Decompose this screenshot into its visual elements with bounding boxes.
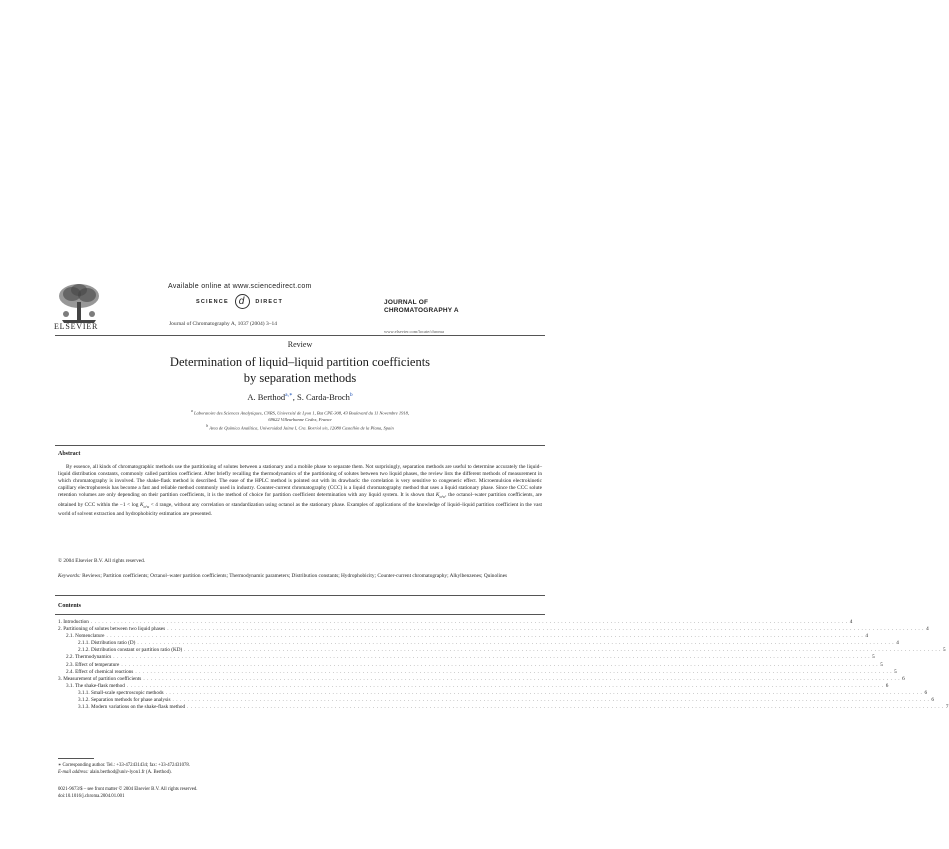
toc-leader-dots: . . . . . . . . . . . . . . . . . . . . . . . . . . . . . . . . . . . . . . . . . . . . . . . . . . . . . . . . . . . . . . . . . . . . . . . . . . . . . . . . . . . . . . . . . . . . . . . . . . . . . . . . . . . . . . . . . . . . . . . . . . . . . . . . . . . . . . . . . . . . . . . . . . . . . . . . . . . . . . . . . . . . . . . . . . . . . . . . . . . . . . . . . . . . . . . . . . . . . . . . (184, 647, 942, 654)
footnote-text: Corresponding author. Tel.: +33-472431434; fax: +33-472431078. (62, 763, 191, 768)
email-label: E-mail address: (58, 770, 89, 775)
toc-page-number: 6 (924, 689, 928, 696)
footnote-marker: ∗ (58, 763, 62, 768)
toc-row[interactable] (58, 626, 929, 633)
toc-page-number: 4 (865, 633, 868, 640)
toc-leader-dots: . . . . . . . . . . . . . . . . . . . . . . . . . . . . . . . . . . . . . . . . . . . . . . . . . . . . . . . . . . . . . . . . . . . . . . . . . . . . . . . . . . . . . . . . . . . . . . . . . . . . . . . . . . . . . . . . . . . . . . . . . . . . . . . . . . . . . . . . . . . . . . . . . . . . . . . . . . . . . . . . . . . . . . . . . . . . . . . . . . . . . . . . . . . . . . . . . . . . . . . . (121, 661, 879, 668)
toc-page-number: 5 (880, 661, 883, 668)
toc-label: 2.1. Nomenclature (66, 633, 105, 640)
toc-leader-dots: . . . . . . . . . . . . . . . . . . . . . . . . . . . . . . . . . . . . . . . . . . . . . . . . . . . . . . . . . . . . . . . . . . . . . . . . . . . . . . . . . . . . . . . . . . . . . . . . . . . . . . . . . . . . . . . . . . . . . . . . . . . . . . . . . . . . . . . . . . . . . . . . . . . . . . . . . . . . . . . . . . . . . . . . . . . . . . . . . . . . . . . . . . . . . . . . . . . . . . . . (172, 697, 930, 704)
toc-page-number: 5 (943, 647, 946, 654)
toc-label: 1. Introduction (58, 619, 89, 625)
journal-name-line2: CHROMATOGRAPHY A (384, 307, 459, 314)
toc-row[interactable] (58, 675, 905, 683)
toc-page-number: 6 (885, 682, 889, 689)
toc-row[interactable] (58, 661, 883, 669)
author-2: S. Carda-Broch (296, 392, 350, 402)
abstract-heading: Abstract (58, 451, 81, 457)
toc-leader-dots: . . . . . . . . . . . . . . . . . . . . . . . . . . . . . . . . . . . . . . . . . . . . . . . . . . . . . . . . . . . . . . . . . . . . . . . . . . . . . . . . . . . . . . . . . . . . . . . . . . . . . . . . . . . . . . . . . . . . . . . . . . . . . . . . . . . . . . . . . . . . . . . . . . . . . . . . . . . . . . . . . . . . . . . . . . . . . . . . . . . . . . . . . . . . . . . . . . . . . . . . (167, 626, 925, 633)
affiliation-a (0, 408, 600, 423)
sciencedirect-right: DIRECT (255, 298, 284, 305)
toc-label: 2.2. Thermodynamics (66, 654, 112, 661)
footer-copyright: 0021-9673/$ – see front matter © 2004 Elsevier B.V. All rights reserved. (58, 787, 198, 792)
toc-leader-dots: . . . . . . . . . . . . . . . . . . . . . . . . . . . . . . . . . . . . . . . . . . . . . . . . . . . . . . . . . . . . . . . . . . . . . . . . . . . . . . . . . . . . . . . . . . . . . . . . . . . . . . . . . . . . . . . . . . . . . . . . . . . . . . . . . . . . . . . . . . . . . . . . . . . . . . . . . . . . . . . . . . . . . . . . . . . . . . . . . . . . . . . . . . . . . . . . . . . . . . . . (106, 633, 864, 640)
toc-leader-dots: . . . . . . . . . . . . . . . . . . . . . . . . . . . . . . . . . . . . . . . . . . . . . . . . . . . . . . . . . . . . . . . . . . . . . . . . . . . . . . . . . . . . . . . . . . . . . . . . . . . . . . . . . . . . . . . . . . . . . . . . . . . . . . . . . . . . . . . . . . . . . . . . . . . . . . . . . . . . . . . . . . . . . . . . . . . . . . . . . . . . . . . . . . . . . . . . . . . . . . . . (135, 668, 893, 675)
toc-page-number: 4 (926, 626, 929, 633)
footnote-line1 (58, 763, 190, 768)
toc-label: 3. Measurement of partition coefficients (58, 675, 142, 682)
available-online-text: Available online at www.sciencedirect.com (168, 283, 312, 290)
author-2-sup[interactable]: b (349, 392, 353, 399)
toc-page-number: 6 (931, 697, 934, 704)
toc-row[interactable] (58, 654, 875, 661)
toc-leader-dots: . . . . . . . . . . . . . . . . . . . . . . . . . . . . . . . . . . . . . . . . . . . . . . . . . . . . . . . . . . . . . . . . . . . . . . . . . . . . . . . . . . . . . . . . . . . . . . . . . . . . . . . . . . . . . . . . . . . . . . . . . . . . . . . . . . . . . . . . . . . . . . . . . . . . . . . . . . . . . . . . . . . . . . . . . . . . . . . . . . . . . . . . . . . . . . . . . . . . . . . . (90, 619, 848, 625)
toc-leader-dots: . . . . . . . . . . . . . . . . . . . . . . . . . . . . . . . . . . . . . . . . . . . . . . . . . . . . . . . . . . . . . . . . . . . . . . . . . . . . . . . . . . . . . . . . . . . . . . . . . . . . . . . . . . . . . . . . . . . . . . . . . . . . . . . . . . . . . . . . . . . . . . . . . . . . . . . . . . . . . . . . . . . . . . . . . . . . . . . . . . . . . . . . . . . . . . . . . . . . . . . . (126, 682, 884, 689)
affiliation-a-line2: 69622 Villeurbanne Cedex, France (268, 416, 332, 422)
affiliation-a-line1: Laboratoire des Sciences Analytiques, CNRS, Université de Lyon 1, Bat CPE-308, 43 Boulevard du 11 Novembre 1918, (193, 410, 410, 416)
toc-leader-dots: . . . . . . . . . . . . . . . . . . . . . . . . . . . . . . . . . . . . . . . . . . . . . . . . . . . . . . . . . . . . . . . . . . . . . . . . . . . . . . . . . . . . . . . . . . . . . . . . . . . . . . . . . . . . . . . . . . . . . . . . . . . . . . . . . . . . . . . . . . . . . . . . . . . . . . . . . . . . . . . . . . . . . . . . . . . . . . . . . . . . . . . . . . . . . . . . . . . . . . . . (187, 704, 944, 711)
author-1: A. Berthod (247, 392, 286, 402)
abstract-top-rule (55, 445, 545, 446)
authors (0, 392, 600, 402)
title-line1: Determination of liquid–liquid partition coefficients (169, 355, 431, 369)
journal-name (384, 299, 459, 315)
keywords-text: Reviews; Partition coefficients; Octanol–water partition coefficients; Thermodynamic parameters; Distribution constants; Hydrophobicity; Counter-current chromatography; Alkylbenzenes; Quinolines (82, 573, 508, 579)
contents-top-rule (55, 614, 545, 615)
journal-url[interactable]: www.elsevier.com/locate/chroma (384, 329, 444, 334)
toc-leader-dots: . . . . . . . . . . . . . . . . . . . . . . . . . . . . . . . . . . . . . . . . . . . . . . . . . . . . . . . . . . . . . . . . . . . . . . . . . . . . . . . . . . . . . . . . . . . . . . . . . . . . . . . . . . . . . . . . . . . . . . . . . . . . . . . . . . . . . . . . . . . . . . . . . . . . . . . . . . . . . . . . . . . . . . . . . . . . . . . . . . . . . . . . . . . . . . . . . . . . . . . . (165, 689, 923, 696)
toc-page-number: 5 (894, 668, 897, 675)
toc-label: 2.1.1. Distribution ratio (D) (78, 640, 136, 647)
journal-name-line1: JOURNAL OF (384, 299, 429, 306)
kow-subscript-2: o/w (143, 504, 150, 509)
toc-label: 2.1.2. Distribution constant or partition ratio (KD) (78, 647, 183, 654)
toc-leader-dots: . . . . . . . . . . . . . . . . . . . . . . . . . . . . . . . . . . . . . . . . . . . . . . . . . . . . . . . . . . . . . . . . . . . . . . . . . . . . . . . . . . . . . . . . . . . . . . . . . . . . . . . . . . . . . . . . . . . . . . . . . . . . . . . . . . . . . . . . . . . . . . . . . . . . . . . . . . . . . . . . . . . . . . . . . . . . . . . . . . . . . . . . . . . . . . . . . . . . . . . . (113, 654, 871, 661)
toc-page-number: 7 (945, 704, 949, 711)
toc-label: 2.3. Effect of temperature (66, 661, 120, 668)
toc-page-number: 4 (896, 640, 899, 647)
affiliation-b (0, 423, 600, 432)
keywords (58, 573, 542, 580)
table-of-contents (58, 619, 949, 711)
toc-row[interactable] (58, 704, 949, 711)
sciencedirect-left: SCIENCE (196, 298, 229, 305)
email-value[interactable]: alain.berthod@univ-lyon1.fr (A. Berthod). (89, 770, 172, 775)
author-separator: , (292, 392, 297, 402)
elsevier-tree-logo (54, 282, 104, 324)
toc-label: 3.1. The shake-flask method (66, 682, 125, 689)
affiliation-b-text: Area de Química Analítica, Universidad Jaime I, Cra. Borriol s/n, 12080 Castellón de la Plana, Spain (209, 425, 394, 431)
sciencedirect-d-icon: d (235, 294, 250, 309)
journal-citation: Journal of Chromatography A, 1037 (2004) 3–14 (169, 321, 277, 327)
contents-heading: Contents (58, 603, 82, 609)
keywords-bottom-rule (55, 595, 545, 596)
publisher-name: ELSEVIER (54, 322, 99, 331)
toc-label: 3.1.1. Small-scale spectroscopic methods (78, 689, 164, 696)
toc-page-number: 6 (902, 675, 905, 682)
toc-row[interactable] (58, 682, 889, 690)
toc-label: 3.1.3. Modern variations on the shake-flask method (78, 704, 186, 711)
toc-label: 2. Partitioning of solutes between two liquid phases (58, 626, 166, 633)
sciencedirect-logo (196, 294, 283, 309)
toc-leader-dots: . . . . . . . . . . . . . . . . . . . . . . . . . . . . . . . . . . . . . . . . . . . . . . . . . . . . . . . . . . . . . . . . . . . . . . . . . . . . . . . . . . . . . . . . . . . . . . . . . . . . . . . . . . . . . . . . . . . . . . . . . . . . . . . . . . . . . . . . . . . . . . . . . . . . . . . . . . . . . . . . . . . . . . . . . . . . . . . . . . . . . . . . . . . . . . . . . . . . . . . . (137, 640, 895, 647)
toc-row[interactable] (58, 647, 946, 654)
article-type: Review (287, 340, 313, 349)
toc-label: 2.4. Effect of chemical reactions (66, 668, 134, 675)
abstract-copyright: © 2004 Elsevier B.V. All rights reserved. (58, 558, 146, 564)
toc-page-number: 5 (872, 654, 875, 661)
abstract-part1: By essence, all kinds of chromatographic methods use the partitioning of solutes between a stationary and a mobile phase to separate them. Not surprisingly, separation methods are useful to determine accurately the liquid–liquid distribution constants, commonly called partition coefficient. After briefly recalling the thermodynamics of the partitioning of solutes between two liquid phases, the review lists the different methods of measurement in which chromatography is involved. The shake-flask method is described. The ease of the HPLC method is pointed out with its drawback: the correlation is very sensitive to congeneric effect. Microemulsion electrokinetic capillary electrophoresis has become a fast and reliable method commonly used in industry. Counter-current chromatography (CCC) is a liquid chromatography method that uses a liquid stationary phase. Since the CCC solute retention volumes are only depending on their partition coefficients, it is the method of choice for partition coefficient determination with any liquid system. It is shown that (58, 464, 542, 499)
author-1-sup[interactable]: a,∗ (285, 392, 293, 399)
toc-row[interactable] (58, 689, 928, 697)
article-title (0, 354, 600, 386)
abstract-part3: < 4 range, without any correlation or standardization using octanol as the stationary phase. Examples of applications of the knowledge of liquid–liquid partition coefficient in the vast world of solvent extraction and hydrophobicity estimation are presented. (58, 501, 542, 517)
footnote-rule (58, 758, 94, 759)
footer-doi[interactable]: doi:10.1016/j.chroma.2004.01.001 (58, 794, 125, 799)
keywords-label: Keywords: (58, 573, 81, 579)
kow-symbol-2: K (139, 501, 144, 508)
affiliation-a-sup: a (190, 409, 193, 413)
title-line2: by separation methods (243, 371, 357, 385)
affiliation-b-sup: b (206, 424, 209, 428)
toc-leader-dots: . . . . . . . . . . . . . . . . . . . . . . . . . . . . . . . . . . . . . . . . . . . . . . . . . . . . . . . . . . . . . . . . . . . . . . . . . . . . . . . . . . . . . . . . . . . . . . . . . . . . . . . . . . . . . . . . . . . . . . . . . . . . . . . . . . . . . . . . . . . . . . . . . . . . . . . . . . . . . . . . . . . . . . . . . . . . . . . . . . . . . . . . . . . . . . . . . . . . . . . . (143, 675, 901, 682)
kow-subscript: o/w (439, 495, 446, 500)
toc-row[interactable] (58, 668, 897, 676)
header-rule (55, 335, 545, 336)
toc-label: 3.1.2. Separation methods for phase analysis (78, 697, 171, 704)
abstract-text (58, 464, 542, 518)
kow-symbol: K (435, 492, 440, 499)
footnote-line2 (58, 770, 172, 775)
abstract-part2: , the octanol–water partition coefficients, are obtained by CCC within the −1 < log (58, 492, 543, 508)
toc-page-number: 4 (849, 619, 853, 625)
